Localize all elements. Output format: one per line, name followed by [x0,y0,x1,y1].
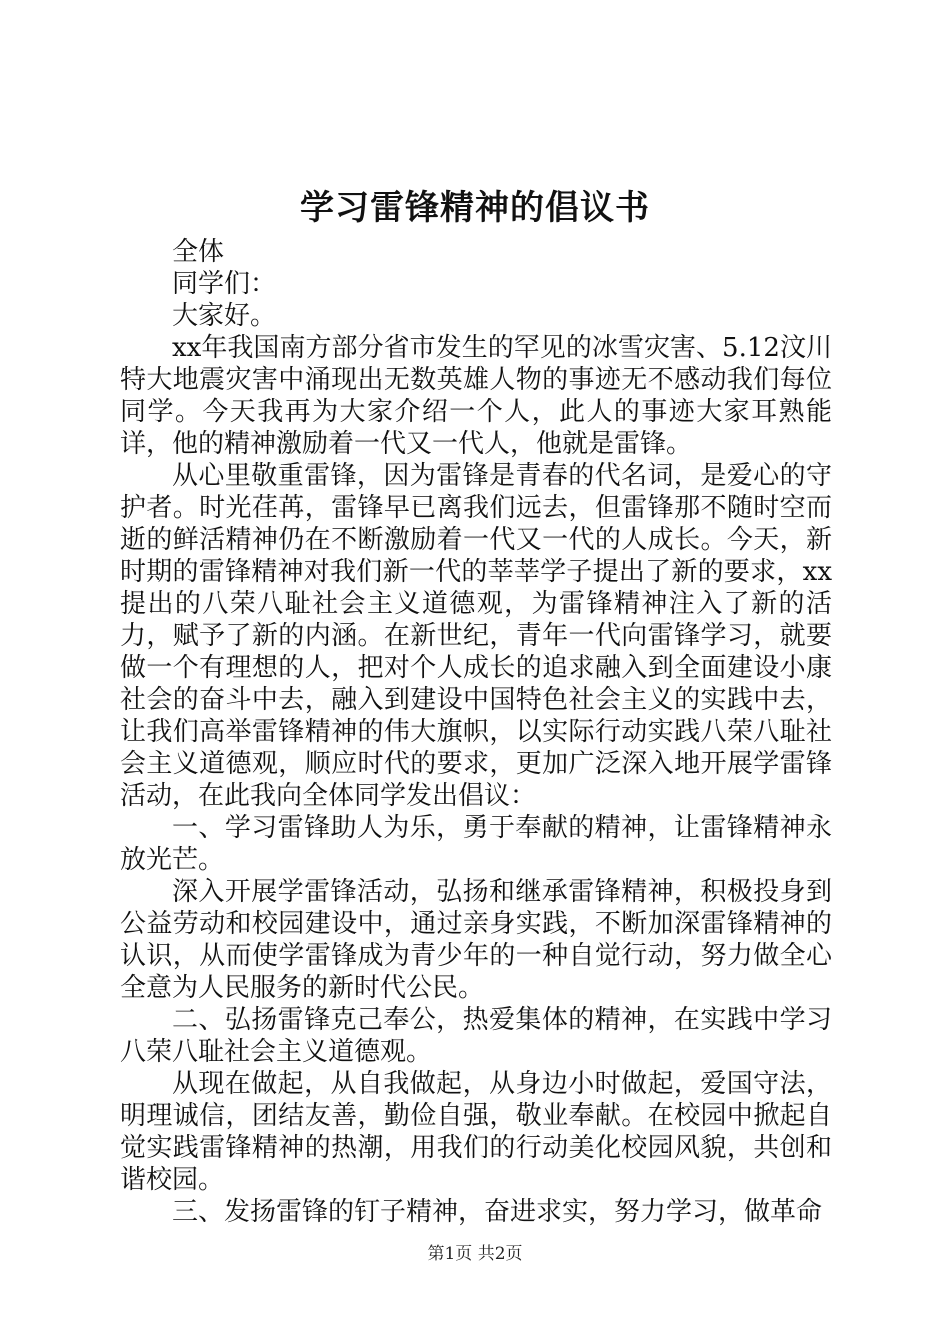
body-paragraph: 深入开展学雷锋活动，弘扬和继承雷锋精神，积极投身到公益劳动和校园建设中，通过亲身实践，不断加深雷锋精神的认识，从而使学雷锋成为青少年的一种自觉行动，努力做全心全意为人民服务的新时代公民。 [120,877,832,1003]
body-paragraph: 从心里敬重雷锋，因为雷锋是青春的代名词，是爱心的守护者。时光荏苒，雷锋早已离我们远去，但雷锋那不随时空而逝的鲜活精神仍在不断激励着一代又一代的人成长。今天，新时期的雷锋精神对我们新一代的莘莘学子提出了新的要求，xx提出的八荣八耻社会主义道德观，为雷锋精神注入了新的活力，赋予了新的内涵。在新世纪，青年一代向雷锋学习，就要做一个有理想的人，把对个人成长的追求融入到全面建设小康社会的奋斗中去，融入到建设中国特色社会主义的实践中去，让我们高举雷锋精神的伟大旗帜，以实际行动实践八荣八耻社会主义道德观，顺应时代的要求，更加广泛深入地开展学雷锋活动，在此我向全体同学发出倡议： [120,461,832,811]
greeting-line: 大家好。 [172,301,277,331]
page-footer: 第1页 共2页 [427,1244,523,1264]
salutation-line-1: 全体 [172,237,225,267]
salutation-line-2: 同学们： [172,269,277,299]
proposal-heading-1: 一、学习雷锋助人为乐，勇于奉献的精神，让雷锋精神永放光芒。 [120,813,832,875]
proposal-heading-2: 二、弘扬雷锋克己奉公，热爱集体的精神，在实践中学习八荣八耻社会主义道德观。 [120,1005,832,1067]
document-body [120,236,832,1228]
proposal-heading-3: 三、发扬雷锋的钉子精神，奋进求实，努力学习，做革命 [172,1197,823,1227]
body-paragraph: 从现在做起，从自我做起，从身边小时做起，爱国守法，明理诚信，团结友善，勤俭自强，敬业奉献。在校园中掀起自觉实践雷锋精神的热潮，用我们的行动美化校园风貌，共创和谐校园。 [120,1069,832,1195]
body-paragraph: xx年我国南方部分省市发生的罕见的冰雪灾害、5.12汶川特大地震灾害中涌现出无数英雄人物的事迹无不感动我们每位同学。今天我再为大家介绍一个人，此人的事迹大家耳熟能详，他的精神激励着一代又一代人，他就是雷锋。 [120,333,832,459]
document-title: 学习雷锋精神的倡议书 [300,188,650,228]
